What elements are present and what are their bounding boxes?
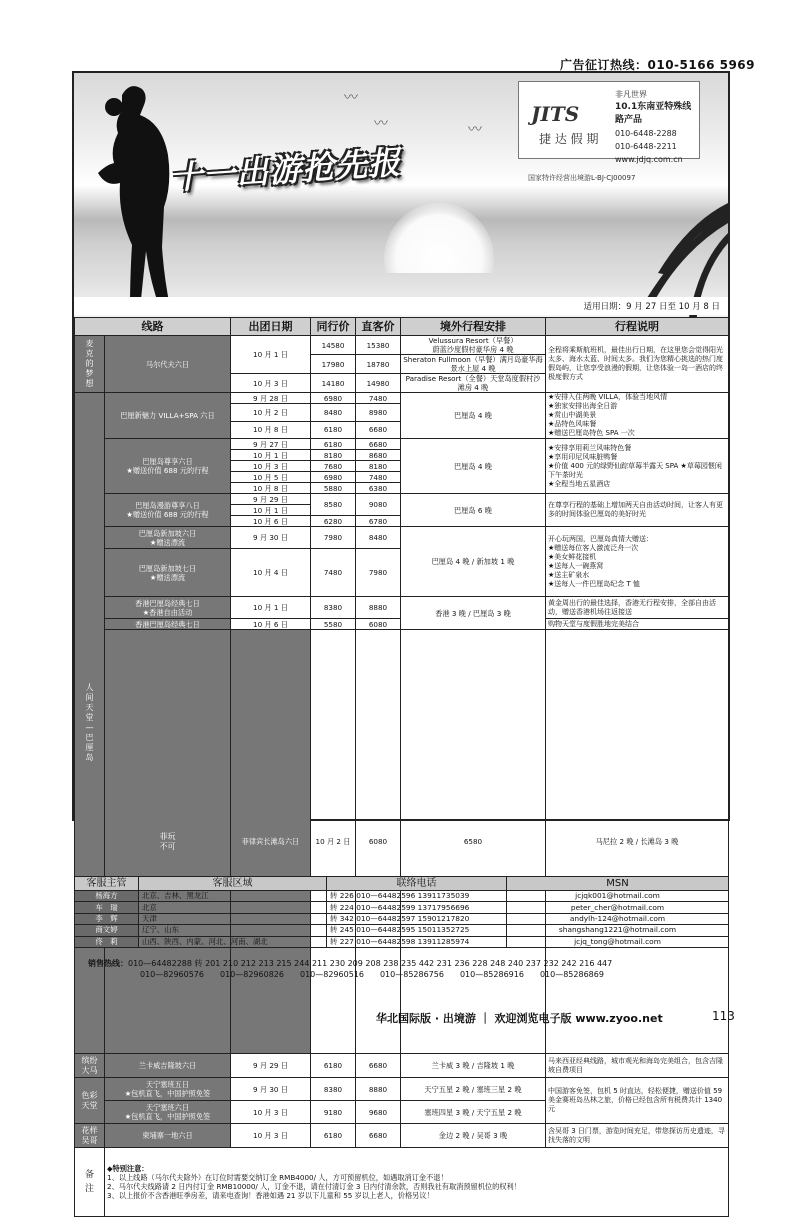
- route-name: 柬埔寨一地六日: [105, 1124, 231, 1148]
- depart-date: 10 月 8 日: [231, 483, 311, 494]
- description: 中国游客免签，包机 5 时直达，轻松便捷，赠送价值 59 美金赛班岛丛林之旅，价格已经包含所有税费共计 1340 元: [546, 1078, 729, 1124]
- retail-price: 6780: [356, 516, 401, 527]
- retail-price: 8180: [356, 461, 401, 472]
- col-phone: 联络电话: [327, 877, 507, 891]
- retail-price: 6680: [356, 439, 401, 450]
- col-date: 出团日期: [231, 318, 311, 336]
- table-header: [75, 318, 729, 336]
- retail-price: 6580: [401, 630, 546, 1054]
- description: 购物天堂与度假胜地完美结合: [546, 619, 729, 630]
- table-row: [75, 494, 729, 505]
- description: ★安排享用莉兰风味特色餐 ★享用印尼风味脏鸭餐 ★价值 400 元的绿野仙踪草莓半露天 SPA ★草莓园惬闲下午茶时光 ★全程当地五星酒店: [546, 439, 729, 494]
- depart-date: 10 月 3 日: [231, 374, 311, 393]
- table-row: [75, 1124, 729, 1148]
- schedule: 兰卡威 3 晚 / 吉隆坡 1 晚: [401, 1054, 546, 1078]
- supervisor-name: 佟 莉: [75, 936, 139, 947]
- route-name: 天宁塞班六日 ★包机直飞，中国护照免签: [105, 1101, 231, 1124]
- peer-price: 8180: [311, 450, 356, 461]
- depart-date: 10 月 2 日: [311, 630, 356, 1054]
- logo-contact: [615, 88, 699, 166]
- supervisor-name: 杨海方: [75, 891, 139, 902]
- description: 马来西亚经典线路，城市观光和海岛完美组合，包含吉隆坡自费项目: [546, 1054, 729, 1078]
- schedule: Velussura Resort（早餐） 蔚蓝沙度假村豪华房 4 晚: [401, 336, 546, 355]
- col-peer-price: 同行价: [311, 318, 356, 336]
- retail-price: 9080: [356, 494, 401, 516]
- peer-price: 14580: [311, 336, 356, 355]
- service-msn: peter_cher@hotmail.com: [507, 902, 729, 913]
- seagull-icon: 〰: [374, 116, 388, 132]
- route-name: 香港巴厘岛经典七日: [105, 619, 231, 630]
- route-name: 巴厘岛新加坡六日 ★赠送漂流: [105, 527, 231, 549]
- table-row: [75, 630, 729, 1054]
- service-msn: andylh-124@hotmail.com: [507, 913, 729, 924]
- description: 黄金周出行的最佳选择，香港无行程安排，全部自由活动，赠送香港机场往返接送: [546, 597, 729, 619]
- jits-logo-cn: 捷 达 假 期: [539, 132, 599, 146]
- page-number: 113: [712, 1009, 735, 1023]
- col-description: 行程说明: [546, 318, 729, 336]
- schedule: 金边 2 晚 / 吴哥 3 晚: [401, 1124, 546, 1148]
- table-row: [75, 597, 729, 619]
- service-region: 天津: [139, 913, 327, 924]
- notes-body: [105, 1148, 729, 1217]
- retail-price: 6680: [356, 1124, 401, 1148]
- peer-price: 7480: [311, 549, 356, 597]
- table-row: [75, 1078, 729, 1101]
- validity-dates: 适用日期：9 月 27 日至 10 月 8 日: [583, 302, 720, 312]
- service-msn: shangshang1221@hotmail.com: [507, 925, 729, 936]
- peer-price: 6080: [356, 630, 401, 1054]
- route-name: 菲律宾长滩岛六日: [231, 630, 311, 1054]
- route-name: 巴厘岛尊享六日 ★赠送价值 688 元的行程: [105, 439, 231, 494]
- description: ★安排入住两晚 VILLA，体验当地风情 ★独家安排出海全日游 ★赏山中湖美景 ★品特色风味餐 ★赠送巴厘岛特色 SPA 一次: [546, 393, 729, 439]
- depart-date: 10 月 8 日: [231, 421, 311, 438]
- group-philippines: 菲玩 不可: [105, 630, 231, 1054]
- depart-date: 10 月 1 日: [231, 505, 311, 516]
- retail-price: 14980: [356, 374, 401, 393]
- license-text: 国家特许经营出境游L-BJ-CJ00097: [528, 174, 636, 182]
- retail-price: 6380: [356, 483, 401, 494]
- footer: 华北国际版 · 出境游 ｜ 欢迎浏览电子版 www.zyoo.net: [376, 1012, 663, 1025]
- group-malaysia: 缤纷 大马: [75, 1054, 105, 1078]
- route-name: 天宁塞班五日 ★包机直飞，中国护照免签: [105, 1078, 231, 1101]
- peer-price: 8380: [311, 597, 356, 619]
- depart-date: 10 月 2 日: [231, 404, 311, 421]
- retail-price: 15380: [356, 336, 401, 355]
- service-region: 辽宁、山东: [139, 925, 327, 936]
- schedule: 天宁五星 2 晚 / 塞班三星 2 晚: [401, 1078, 546, 1101]
- col-schedule: 境外行程安排: [401, 318, 546, 336]
- depart-date: 9 月 30 日: [231, 1078, 311, 1101]
- peer-price: 7980: [311, 527, 356, 549]
- retail-price: 8880: [356, 1078, 401, 1101]
- depart-date: 10 月 3 日: [231, 1101, 311, 1124]
- route-name: 巴厘岛新加坡七日 ★赠送漂流: [105, 549, 231, 597]
- depart-date: 10 月 1 日: [231, 336, 311, 374]
- service-region: 北京: [139, 902, 327, 913]
- supervisor-name: 李 辉: [75, 913, 139, 924]
- schedule: 巴厘岛 6 晚: [401, 494, 546, 527]
- service-row: [75, 936, 729, 947]
- peer-price: 17980: [311, 355, 356, 374]
- notes-label: 备 注: [75, 1148, 105, 1217]
- service-row: [75, 925, 729, 936]
- peer-price: 7680: [311, 461, 356, 472]
- service-msn: jcjq_tong@hotmail.com: [507, 936, 729, 947]
- depart-date: 9 月 29 日: [231, 494, 311, 505]
- depart-date: 9 月 27 日: [231, 439, 311, 450]
- website-line: www.jdjq.com.cn: [615, 155, 683, 164]
- description: 含吴哥 3 日门票，游览时间充足，带您探访历史遗迹，寻找失落的文明: [546, 1124, 729, 1148]
- service-phone: 转 226 010—64482596 13911735039: [327, 891, 507, 902]
- note-item: 1、以上线路（马尔代夫除外）在订位时需要交纳订金 RMB4000/ 人，方可预留机位，如遇取消订金不退！: [107, 1173, 448, 1182]
- col-route: 线路: [75, 318, 231, 336]
- notes-title: ◆特别注意：: [107, 1164, 149, 1173]
- peer-price: 9180: [311, 1101, 356, 1124]
- service-phone: 转 245 010—64482595 15011352725: [327, 925, 507, 936]
- table-row: [75, 1054, 729, 1078]
- group-maldives: 麦 克 的 梦 想: [75, 336, 105, 393]
- service-region: 山西、陕西、内蒙、河北、河南、湖北: [139, 936, 327, 947]
- service-phone: 转 342 010—64482597 15901217820: [327, 913, 507, 924]
- sales-label: 销售热线：: [88, 959, 128, 968]
- peer-price: 14180: [311, 374, 356, 393]
- peer-price: 6980: [311, 472, 356, 483]
- schedule: 巴厘岛 4 晚 / 新加坡 1 晚: [401, 527, 546, 597]
- route-name: 马尔代夫六日: [105, 336, 231, 393]
- service-row: [75, 902, 729, 913]
- tour-table: [74, 317, 729, 1217]
- promo-banner: [74, 73, 728, 317]
- peer-price: 5880: [311, 483, 356, 494]
- retail-price: 18780: [356, 355, 401, 374]
- seagull-icon: 〰: [344, 90, 358, 106]
- logo-line: 10.1东南亚特殊线路产品: [615, 102, 692, 125]
- retail-price: 8980: [356, 404, 401, 421]
- depart-date: 10 月 4 日: [231, 549, 311, 597]
- phone-line: 010-6448-2288: [615, 129, 677, 138]
- headline: 十一出游抢先报: [169, 142, 403, 198]
- schedule: 香港 3 晚 / 巴厘岛 3 晚: [401, 597, 546, 630]
- service-msn: jcjqk001@hotmail.com: [507, 891, 729, 902]
- depart-date: 10 月 1 日: [231, 597, 311, 619]
- sales-line: 010—82960576 010—82960826 010—82960516 010—85286756 010—85286916 010—85286869: [140, 970, 604, 979]
- depart-date: 9 月 29 日: [231, 1054, 311, 1078]
- schedule: 马尼拉 2 晚 / 长滩岛 3 晚: [546, 630, 729, 1054]
- jits-logo-text: JITS: [531, 102, 580, 126]
- note-item: 2、马尔代夫线路请 2 日内付订金 RMB10000/ 人，订金不退，请在付清订金 3 日内付清余款，否则我社有取消预留机位的权利！: [107, 1182, 521, 1191]
- service-phone: 转 224 010—64482599 13717956696: [327, 902, 507, 913]
- retail-price: 6680: [356, 421, 401, 438]
- depart-date: 10 月 6 日: [231, 516, 311, 527]
- peer-price: 6180: [311, 439, 356, 450]
- note-item: 3、以上报价不含香港旺季房差，请来电查询！香港如遇 21 岁以下儿童和 55 岁以上老人，价格另议！: [107, 1191, 434, 1200]
- retail-price: 7980: [356, 549, 401, 597]
- depart-date: 10 月 5 日: [231, 472, 311, 483]
- supervisor-name: 车 瑞: [75, 902, 139, 913]
- retail-price: 8680: [356, 450, 401, 461]
- service-header: [75, 877, 729, 891]
- retail-price: 8480: [356, 527, 401, 549]
- depart-date: 10 月 1 日: [231, 450, 311, 461]
- peer-price: 6980: [311, 393, 356, 404]
- col-region: 客服区域: [139, 877, 327, 891]
- service-region: 北京、吉林、黑龙江: [139, 891, 327, 902]
- group-saipan: 色彩 天堂: [75, 1078, 105, 1124]
- peer-price: 8480: [311, 404, 356, 421]
- seagull-icon: 〰: [468, 122, 482, 138]
- retail-price: 6680: [356, 1054, 401, 1078]
- depart-date: 10 月 6 日: [231, 619, 311, 630]
- col-retail-price: 直客价: [356, 318, 401, 336]
- route-name: 香港巴厘岛经典七日 ★香港自由活动: [105, 597, 231, 619]
- retail-price: 8880: [356, 597, 401, 619]
- service-row: [75, 913, 729, 924]
- jits-logo-box: [518, 81, 700, 164]
- depart-date: 9 月 30 日: [231, 527, 311, 549]
- table-row: [75, 393, 729, 404]
- supervisor-name: 商文婷: [75, 925, 139, 936]
- depart-date: 10 月 3 日: [231, 461, 311, 472]
- peer-price: 8580: [311, 494, 356, 516]
- sales-hotline: [88, 958, 612, 980]
- route-name: 巴厘岛漫游尊享八日 ★赠送价值 688 元的行程: [105, 494, 231, 527]
- group-cambodia: 花样 吴哥: [75, 1124, 105, 1148]
- peer-price: 5580: [311, 619, 356, 630]
- schedule: 巴厘岛 4 晚: [401, 439, 546, 494]
- schedule: Sheraton Fullmoon（早餐）满月岛豪华海景水上屋 4 晚: [401, 355, 546, 374]
- schedule: 塞班四星 3 晚 / 天宁五星 2 晚: [401, 1101, 546, 1124]
- notes-row: [75, 1148, 729, 1217]
- route-name: 巴厘新魅力 VILLA+SPA 六日: [105, 393, 231, 439]
- table-row: [75, 336, 729, 355]
- description: 全程将乘斯航班机，最佳出行日期，在这里您会觉得阳光太多、海水太蓝、时间太多。我们为您精心挑选的热门度假岛屿，让您享受浪漫的假期，让您体验一岛一酒店的终极度假方式: [546, 336, 729, 393]
- col-supervisor: 客服主管: [75, 877, 139, 891]
- peer-price: 6280: [311, 516, 356, 527]
- service-table: [74, 876, 729, 948]
- sales-line: 010—64482288 转 201 210 212 213 215 244 211 230 209 208 238 235 442 231 236 228 248 240 237 232 242 216 447: [128, 959, 613, 968]
- peer-price: 6180: [311, 421, 356, 438]
- phone-line: 010-6448-2211: [615, 142, 677, 151]
- table-row: [75, 439, 729, 450]
- description: 开心玩两国，巴厘岛真情大赠送： ★赠送每位客人激流泛舟一次 ★美女鲜花接机 ★送每人一碗燕窝 ★送主矿泉水 ★送每人一件巴厘岛纪念 T 恤: [546, 527, 729, 597]
- col-msn: MSN: [507, 877, 729, 891]
- depart-date: 10 月 3 日: [231, 1124, 311, 1148]
- table-row: [75, 527, 729, 549]
- logo-line: 非凡世界: [615, 90, 647, 99]
- schedule: Paradise Resort（全餐）天堂岛度假村沙滩房 4 晚: [401, 374, 546, 393]
- peer-price: 6180: [311, 1054, 356, 1078]
- retail-price: 9680: [356, 1101, 401, 1124]
- ad-hotline: 广告征订热线：010-5166 5969: [560, 58, 756, 72]
- validity-bar: [74, 297, 728, 315]
- retail-price: 6080: [356, 619, 401, 630]
- depart-date: 9 月 28 日: [231, 393, 311, 404]
- service-row: [75, 891, 729, 902]
- couple-silhouette-icon: [92, 77, 182, 317]
- route-name: 兰卡威吉隆坡六日: [105, 1054, 231, 1078]
- retail-price: 7480: [356, 472, 401, 483]
- description: 在尊享行程的基础上增加两天自由活动时间，让客人有更多的时间体验巴厘岛的美好时光: [546, 494, 729, 527]
- service-phone: 转 227 010—64482598 13911285974: [327, 936, 507, 947]
- peer-price: 6180: [311, 1124, 356, 1148]
- peer-price: 8380: [311, 1078, 356, 1101]
- schedule: 巴厘岛 4 晚: [401, 393, 546, 439]
- retail-price: 7480: [356, 393, 401, 404]
- group-bali: 人 间 天 堂 — 巴 厘 岛: [75, 393, 105, 1054]
